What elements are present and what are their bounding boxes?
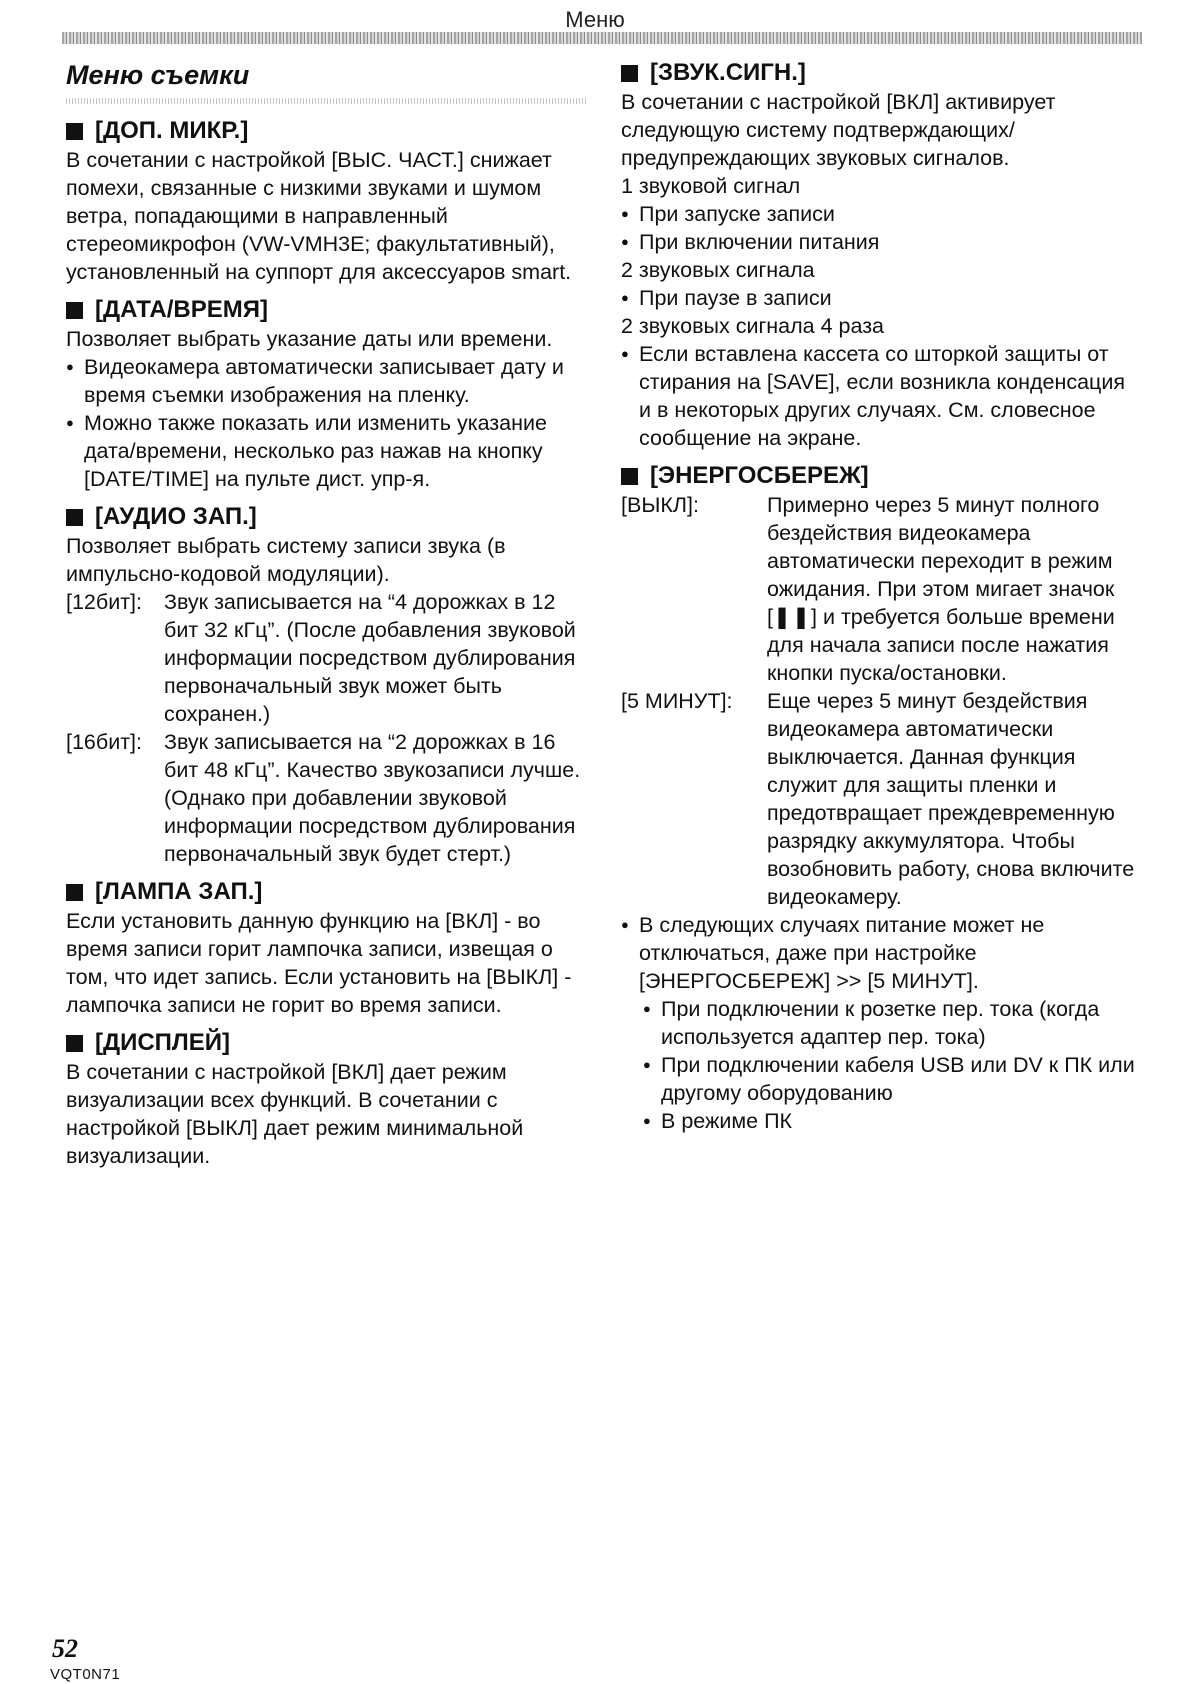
definition-row bbox=[66, 728, 588, 868]
bullet-item: ● Видеокамера автоматически записывает дату и время съемки изображения на пленку. bbox=[66, 353, 588, 409]
sub-bullet-item: ● При подключении к розетке пер. тока (когда используется адаптер пер. тока) bbox=[643, 995, 1141, 1051]
square-bullet-icon bbox=[621, 468, 638, 485]
document-code: VQT0N71 bbox=[50, 1666, 121, 1683]
definition-row bbox=[621, 491, 1141, 687]
definition-term: [16бит]: bbox=[66, 730, 143, 754]
section-zvuk-sign bbox=[621, 58, 1141, 452]
page-heading: Меню съемки bbox=[66, 60, 250, 90]
bullet-item: ● При паузе в записи bbox=[621, 284, 1141, 312]
section-dop-mikr bbox=[66, 116, 588, 286]
section-title-audio-zap: [АУДИО ЗАП.] bbox=[66, 502, 588, 532]
square-bullet-icon bbox=[66, 884, 83, 901]
square-bullet-icon bbox=[66, 123, 83, 140]
signal-count-line: 1 звуковой сигнал bbox=[621, 174, 801, 198]
definition-desc: Примерно через 5 минут полного бездействия видеокамера автоматически переходит в режим ожидания. При этом мигает значок [❚❚] и требуется больше времени для начала записи после нажатия кнопки пуска/остановки. bbox=[767, 493, 1115, 685]
definition-desc: Еще через 5 минут бездействия видеокамера автоматически выключается. Данная функция служит для защиты пленки и предотвращает преждевременную разрядку аккумулятора. Чтобы возобновить работу, снова включите видеокамеру. bbox=[767, 689, 1135, 909]
right-column bbox=[621, 58, 1141, 1144]
bullet-item: ● При запуске записи bbox=[621, 200, 1141, 228]
section-text: Позволяет выбрать систему записи звука (в импульсно-кодовой модуляции). bbox=[66, 534, 506, 586]
definition-desc: Звук записывается на “4 дорожках в 12 бит 32 кГц”. (После добавления звуковой информации посредством дублирования первоначальный звук может быть сохранен.) bbox=[164, 590, 576, 726]
bullet-item: ● Можно также показать или изменить указание дата/времени, несколько раз нажав на кнопку [DATE/TIME] на пульте дист. упр-я. bbox=[66, 409, 588, 493]
section-title-zvuk-sign: [ЗВУК.СИГН.] bbox=[621, 58, 1141, 88]
sub-bullet-item: ● При подключении кабеля USB или DV к ПК или другому оборудованию bbox=[643, 1051, 1141, 1107]
header-divider-bar bbox=[62, 32, 1142, 44]
page-header-title: Меню bbox=[565, 7, 625, 32]
definition-desc: Звук записывается на “2 дорожках в 16 бит 48 кГц”. Качество звукозаписи лучше. (Однако при добавлении звуковой информации посредством дублирования первоначальный звук будет стерт.) bbox=[164, 730, 581, 866]
definition-term: [12бит]: bbox=[66, 590, 143, 614]
section-title-energosberezh: [ЭНЕРГОСБЕРЕЖ] bbox=[621, 461, 1141, 491]
sub-bullet-item: ● В режиме ПК bbox=[643, 1107, 1141, 1135]
definition-row bbox=[621, 687, 1141, 911]
square-bullet-icon bbox=[66, 509, 83, 526]
section-text: В сочетании с настройкой [ВКЛ] активирует следующую систему подтверждающих/ предупреждающих звуковых сигналов. bbox=[621, 90, 1056, 170]
definition-term: [ВЫКЛ]: bbox=[621, 493, 699, 517]
page-number: 52 bbox=[52, 1634, 78, 1663]
section-title-lampa-zap: [ЛАМПА ЗАП.] bbox=[66, 877, 588, 907]
section-title-dop-mikr: [ДОП. МИКР.] bbox=[66, 116, 588, 146]
signal-count-line: 2 звуковых сигнала 4 раза bbox=[621, 314, 885, 338]
left-column bbox=[66, 58, 588, 1179]
bullet-item: ● Если вставлена кассета со шторкой защиты от стирания на [SAVE], если возникла конденсация и в некоторых других случаях. См. словесное сообщение на экране. bbox=[621, 340, 1141, 452]
square-bullet-icon bbox=[66, 1035, 83, 1052]
section-text: Позволяет выбрать указание даты или времени. bbox=[66, 327, 553, 351]
section-text: Если установить данную функцию на [ВКЛ] - во время записи горит лампочка записи, извещая о том, что идет запись. Если установить на [ВЫКЛ] - лампочка записи не горит во время записи. bbox=[66, 909, 572, 1017]
heading-divider bbox=[66, 98, 586, 104]
section-text: В сочетании с настройкой [ВКЛ] дает режим визуализации всех функций. В сочетании с настройкой [ВЫКЛ] дает режим минимальной визуализации. bbox=[66, 1060, 524, 1168]
pause-icon: ❚❚ bbox=[772, 605, 812, 629]
section-lampa-zap bbox=[66, 877, 588, 1019]
bullet-item: ● При включении питания bbox=[621, 228, 1141, 256]
definition-row bbox=[66, 588, 588, 728]
section-title-data-vremya: [ДАТА/ВРЕМЯ] bbox=[66, 295, 588, 325]
square-bullet-icon bbox=[66, 302, 83, 319]
signal-count-line: 2 звуковых сигнала bbox=[621, 258, 815, 282]
section-title-displey: [ДИСПЛЕЙ] bbox=[66, 1028, 588, 1058]
section-energosberezh bbox=[621, 461, 1141, 1135]
note-bullet: ● В следующих случаях питание может не отключаться, даже при настройке [ЭНЕРГОСБЕРЕЖ] >> [5 МИНУТ]. bbox=[621, 911, 1141, 995]
section-displey bbox=[66, 1028, 588, 1170]
section-audio-zap bbox=[66, 502, 588, 868]
square-bullet-icon bbox=[621, 65, 638, 82]
section-text: В сочетании с настройкой [ВЫС. ЧАСТ.] снижает помехи, связанные с низкими звуками и шумом ветра, попадающими в направленный стереомикрофон (VW-VMH3E; факультативный), установленный на суппорт для аксессуаров smart. bbox=[66, 148, 572, 284]
section-data-vremya bbox=[66, 295, 588, 493]
definition-term: [5 МИНУТ]: bbox=[621, 689, 733, 713]
